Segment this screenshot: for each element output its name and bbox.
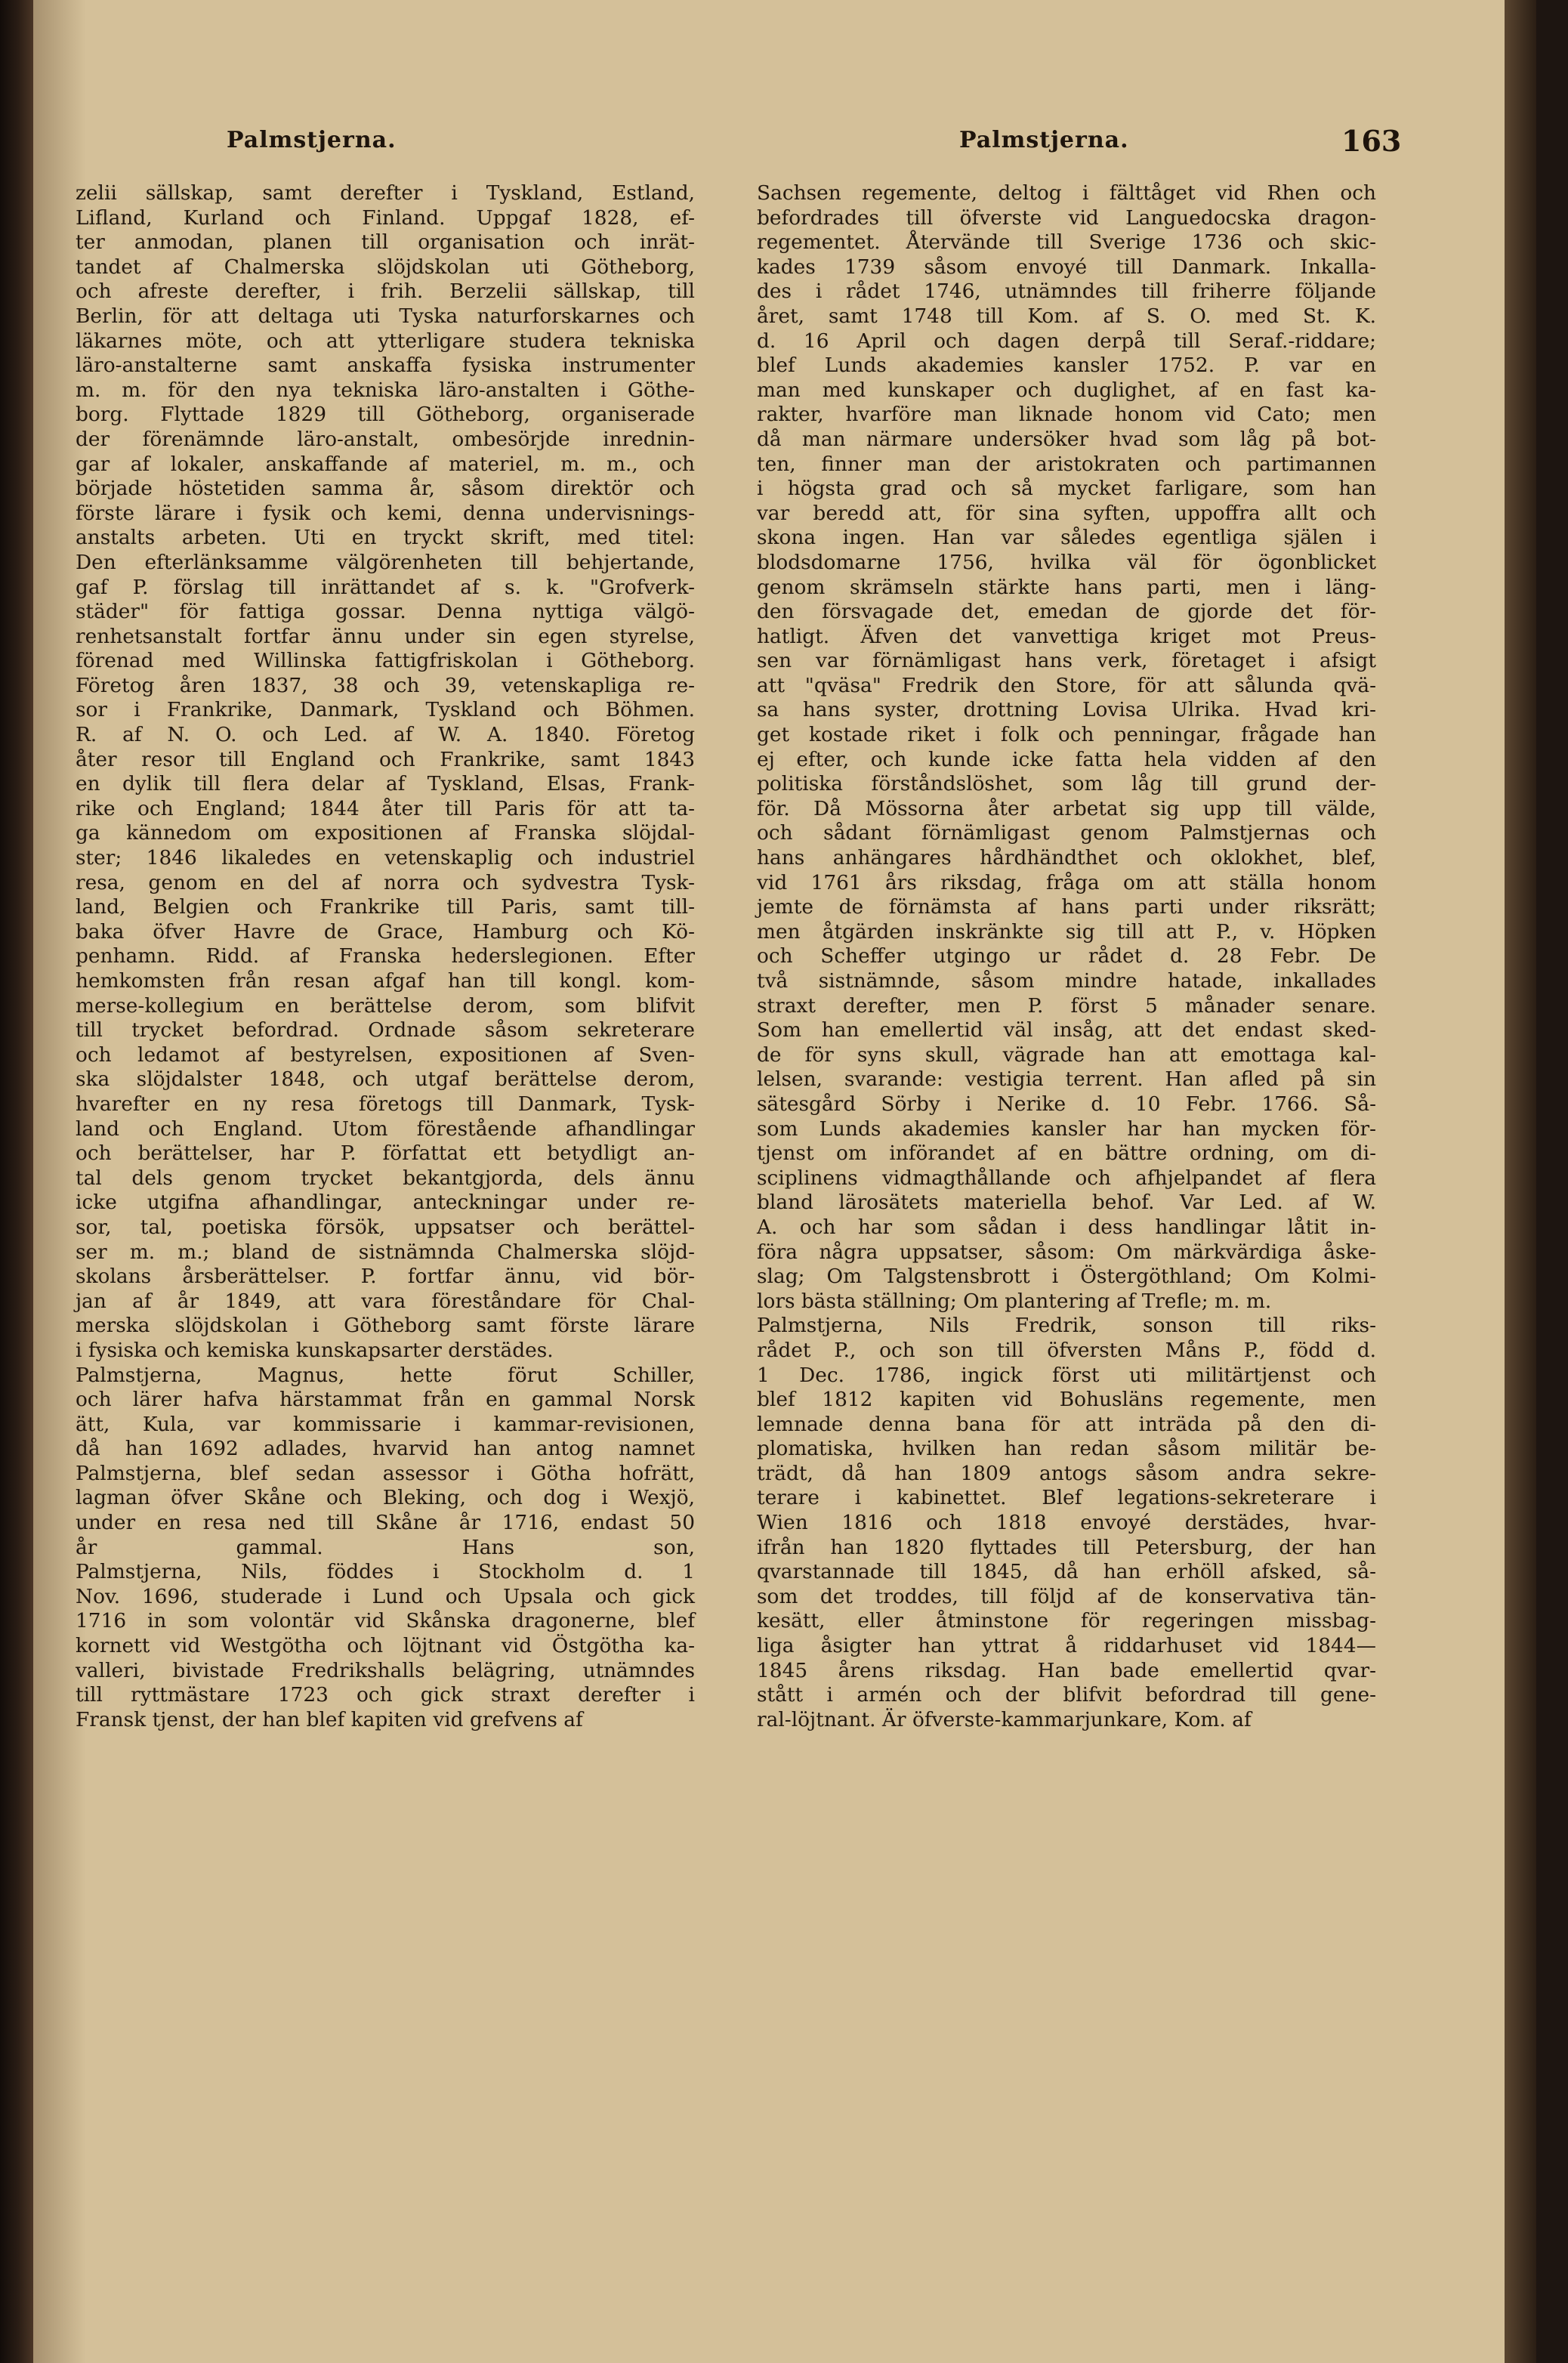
text-line: Palmstjerna, blef sedan assessor i Götha hofrätt, xyxy=(76,1461,695,1485)
text-line: städer" för fattiga gossar. Denna nyttiga välgö- xyxy=(76,600,695,624)
text-line: merse-kollegium en berättelse derom, som blifvit xyxy=(76,993,695,1018)
text-line: och Scheffer utgingo ur rådet d. 28 Febr. De xyxy=(757,944,1376,968)
text-line: genom skrämseln stärkte hans parti, men i läng- xyxy=(757,575,1376,599)
text-line: som Lunds akademies kansler har han mycken för- xyxy=(757,1117,1376,1141)
text-line: kades 1739 såsom envoyé till Danmark. Inkalla- xyxy=(757,255,1376,279)
text-line: en dylik till flera delar af Tyskland, Elsas, Frank- xyxy=(76,772,695,796)
text-line: hans anhängares hårdhändthet och oklokhet, blef, xyxy=(757,846,1376,870)
text-line: qvarstannade till 1845, då han erhöll afsked, så- xyxy=(757,1560,1376,1584)
text-line: läro-anstalterne samt anskaffa fysiska instrumenter xyxy=(76,354,695,378)
text-line: tandet af Chalmerska slöjdskolan uti Götheborg, xyxy=(76,255,695,279)
text-line: gaf P. förslag till inrättandet af s. k. "Grofverk- xyxy=(76,575,695,599)
text-line: tal dels genom trycket bekantgjorda, dels ännu xyxy=(76,1166,695,1190)
text-line: blef 1812 kapiten vid Bohusläns regemente, men xyxy=(757,1388,1376,1412)
text-line: gar af lokaler, anskaffande af materiel, m. m., och xyxy=(76,452,695,476)
text-line: till trycket befordrad. Ordnade såsom sekreterare xyxy=(76,1018,695,1042)
text-line: Palmstjerna, Nils Fredrik, sonson till riks- xyxy=(757,1314,1376,1338)
text-line: resa, genom en del af norra och sydvestra Tysk- xyxy=(76,870,695,894)
text-line: Nov. 1696, studerade i Lund och Upsala och gick xyxy=(76,1584,695,1608)
text-line: till ryttmästare 1723 och gick straxt derefter i xyxy=(76,1683,695,1707)
text-line: der förenämnde läro-anstalt, ombesörjde inrednin- xyxy=(76,427,695,451)
text-line: straxt derefter, men P. först 5 månader senare. xyxy=(757,993,1376,1018)
text-line: 1845 årens riksdag. Han bade emellertid qvar- xyxy=(757,1658,1376,1682)
text-line: land, Belgien och Frankrike till Paris, samt till- xyxy=(76,895,695,919)
text-line: Palmstjerna, Magnus, hette förut Schiller, xyxy=(76,1363,695,1387)
text-line: jan af år 1849, att vara föreståndare för Chal- xyxy=(76,1289,695,1313)
text-line: jemte de förnämsta af hans parti under riksrätt; xyxy=(757,895,1376,919)
text-line: ska slöjdalster 1848, och utgaf berättelse derom, xyxy=(76,1067,695,1092)
page-edge xyxy=(1505,0,1536,2363)
text-line: des i rådet 1746, utnämndes till friherre följande xyxy=(757,280,1376,304)
text-line: som det troddes, till följd af de konservativa tän- xyxy=(757,1584,1376,1608)
text-line: ral-löjtnant. Är öfverste-kammarjunkare, Kom. af xyxy=(757,1707,1252,1731)
text-line: då man närmare undersöker hvad som låg på bot- xyxy=(757,427,1376,451)
text-line: d. 16 April och dagen derpå till Seraf.-riddare; xyxy=(757,329,1376,353)
text-line: Fransk tjenst, der han blef kapiten vid grefvens af xyxy=(76,1707,583,1731)
book-spine xyxy=(0,0,33,2363)
text-line: då han 1692 adlades, hvarvid han antog namnet xyxy=(76,1437,695,1461)
text-line: Den efterlänksamme välgörenheten till behjertande, xyxy=(76,550,695,574)
text-line: ten, finner man der aristokraten och partimannen xyxy=(757,452,1376,476)
text-line: sätesgård Sörby i Nerike d. 10 Febr. 1766. Så- xyxy=(757,1092,1376,1116)
text-line: m. m. för den nya tekniska läro-anstalten i Göthe- xyxy=(76,378,695,402)
text-line: i högsta grad och så mycket farligare, som han xyxy=(757,477,1376,501)
running-header-right: Palmstjerna. xyxy=(959,127,1129,153)
text-line: och sådant förnämligast genom Palmstjernas och xyxy=(757,821,1376,845)
text-line: hemkomsten från resan afgaf han till kongl. kom- xyxy=(76,969,695,993)
text-line: 1 Dec. 1786, ingick först uti militärtjenst och xyxy=(757,1363,1376,1387)
text-line: befordrades till öfverste vid Languedocska dragon- xyxy=(757,205,1376,230)
text-line: och berättelser, har P. författat ett betydligt an- xyxy=(76,1141,695,1166)
text-line: sciplinens vidmagthållande och afhjelpandet af flera xyxy=(757,1166,1376,1190)
text-line: förste lärare i fysik och kemi, denna undervisnings- xyxy=(76,501,695,525)
running-header-left: Palmstjerna. xyxy=(227,127,397,153)
text-line: Berlin, för att deltaga uti Tyska naturforskarnes och xyxy=(76,304,695,328)
text-line: Företog åren 1837, 38 och 39, vetenskapliga re- xyxy=(76,673,695,697)
text-line: kesätt, eller åtminstone för regeringen missbag- xyxy=(757,1609,1376,1633)
text-line: blef Lunds akademies kansler 1752. P. var en xyxy=(757,354,1376,378)
text-line: plomatiska, hvilken han redan såsom militär be- xyxy=(757,1437,1376,1461)
text-line: åter resor till England och Frankrike, samt 1843 xyxy=(76,747,695,771)
text-line: de för syns skull, vägrade han att emottaga kal- xyxy=(757,1042,1376,1067)
text-line: slag; Om Talgstensbrott i Östergöthland; Om Kolmi- xyxy=(757,1265,1376,1289)
text-line: under en resa ned till Skåne år 1716, endast 50 xyxy=(76,1511,695,1535)
text-line: get kostade riket i folk och penningar, frågade han xyxy=(757,723,1376,747)
text-line: terare i kabinettet. Blef legations-sekreterare i xyxy=(757,1486,1376,1510)
text-line: borg. Flyttade 1829 till Götheborg, organiserade xyxy=(76,403,695,427)
text-line: var beredd att, för sina syften, uppoffra allt och xyxy=(757,501,1376,525)
text-line: rådet P., och son till öfversten Måns P., född d. xyxy=(757,1338,1376,1362)
text-line: sen var förnämligast hans verk, företaget i afsigt xyxy=(757,649,1376,673)
text-line: sa hans syster, drottning Lovisa Ulrika. Hvad kri- xyxy=(757,698,1376,722)
text-line: tjenst om införandet af en bättre ordning, om di- xyxy=(757,1141,1376,1166)
text-line: lemnade denna bana för att inträda på den di- xyxy=(757,1412,1376,1436)
text-line: lors bästa ställning; Om plantering af Trefle; m. m. xyxy=(757,1289,1272,1313)
text-line: rike och England; 1844 åter till Paris för att ta- xyxy=(76,796,695,820)
text-line: året, samt 1748 till Kom. af S. O. med St. K. xyxy=(757,304,1376,328)
text-line: valleri, bivistade Fredrikshalls belägring, utnämndes xyxy=(76,1658,695,1682)
text-line: trädt, då han 1809 antogs såsom andra sekre- xyxy=(757,1461,1376,1485)
text-line: land och England. Utom förestående afhandlingar xyxy=(76,1117,695,1141)
text-line: lagman öfver Skåne och Bleking, och dog i Wexjö, xyxy=(76,1486,695,1510)
text-line: zelii sällskap, samt derefter i Tyskland, Estland, xyxy=(76,181,695,205)
text-line: men åtgärden inskränkte sig till att P., v. Höpken xyxy=(757,919,1376,944)
text-line: ej efter, och kunde icke fatta hela vidden af den xyxy=(757,747,1376,771)
text-line: A. och har som sådan i dess handlingar låtit in- xyxy=(757,1215,1376,1239)
text-line: kornett vid Westgötha och löjtnant vid Östgötha ka- xyxy=(76,1634,695,1658)
text-line: Sachsen regemente, deltog i fälttåget vid Rhen och xyxy=(757,181,1376,205)
text-line: vid 1761 års riksdag, fråga om att ställa honom xyxy=(757,870,1376,894)
text-line: blodsdomarne 1756, hvilka väl för ögonblicket xyxy=(757,550,1376,574)
text-line: penhamn. Ridd. af Franska hederslegionen. Efter xyxy=(76,944,695,968)
text-line: man med kunskaper och duglighet, af en fast ka- xyxy=(757,378,1376,402)
text-line: stått i armén och der blifvit befordrad till gene- xyxy=(757,1683,1376,1707)
text-line: och lärer hafva härstammat från en gammal Norsk xyxy=(76,1388,695,1412)
text-column-left xyxy=(76,181,695,1732)
text-line: ga kännedom om expositionen af Franska slöjdal- xyxy=(76,821,695,845)
text-line: Palmstjerna, Nils, föddes i Stockholm d. 1 xyxy=(76,1560,695,1584)
text-line: år gammal. Hans son, xyxy=(76,1535,695,1559)
text-line: hvarefter en ny resa företogs till Danmark, Tysk- xyxy=(76,1092,695,1116)
text-line: sor, tal, poetiska försök, uppsatser och berättel- xyxy=(76,1215,695,1239)
text-line: den försvagade det, emedan de gjorde det för- xyxy=(757,600,1376,624)
text-line: bland lärosätets materiella behof. Var Led. af W. xyxy=(757,1191,1376,1215)
text-line: icke utgifna afhandlingar, anteckningar under re- xyxy=(76,1191,695,1215)
text-line: R. af N. O. och Led. af W. A. 1840. Företog xyxy=(76,723,695,747)
text-line: ätt, Kula, var kommissarie i kammar-revisionen, xyxy=(76,1412,695,1436)
text-line: för. Då Mössorna åter arbetat sig upp till välde, xyxy=(757,796,1376,820)
text-line: liga åsigter han yttrat å riddarhuset vid 1844— xyxy=(757,1634,1376,1658)
text-line: förenad med Willinska fattigfriskolan i Götheborg. xyxy=(76,649,695,673)
text-line: baka öfver Havre de Grace, Hamburg och Kö- xyxy=(76,919,695,944)
text-line: 1716 in som volontär vid Skånska dragonerne, blef xyxy=(76,1609,695,1633)
text-line: ter anmodan, planen till organisation och inrät- xyxy=(76,230,695,255)
text-column-right xyxy=(757,181,1376,1732)
text-line: två sistnämnde, såsom mindre hatade, inkallades xyxy=(757,969,1376,993)
text-line: skona ingen. Han var således egentliga själen i xyxy=(757,526,1376,550)
text-line: och afreste derefter, i frih. Berzelii sällskap, till xyxy=(76,280,695,304)
text-line: började höstetiden samma år, såsom direktör och xyxy=(76,477,695,501)
text-line: merska slöjdskolan i Götheborg samt förste lärare xyxy=(76,1314,695,1338)
text-line: ifrån han 1820 flyttades till Petersburg, der han xyxy=(757,1535,1376,1559)
text-line: läkarnes möte, och att ytterligare studera tekniska xyxy=(76,329,695,353)
text-line: ser m. m.; bland de sistnämnda Chalmerska slöjd- xyxy=(76,1240,695,1264)
text-line: i fysiska och kemiska kunskapsarter derstädes. xyxy=(76,1338,554,1362)
text-line: att "qväsa" Fredrik den Store, för att sålunda qvä- xyxy=(757,673,1376,697)
text-line: regementet. Återvände till Sverige 1736 och skic- xyxy=(757,230,1376,255)
text-line: ster; 1846 likaledes en vetenskaplig och industriel xyxy=(76,846,695,870)
text-line: hatligt. Äfven det vanvettiga kriget mot Preus- xyxy=(757,624,1376,648)
text-line: anstalts arbeten. Uti en tryckt skrift, med titel: xyxy=(76,526,695,550)
text-line: Lifland, Kurland och Finland. Uppgaf 1828, ef- xyxy=(76,205,695,230)
text-line: renhetsanstalt fortfar ännu under sin egen styrelse, xyxy=(76,624,695,648)
text-line: Wien 1816 och 1818 envoyé derstädes, hvar- xyxy=(757,1511,1376,1535)
text-line: rakter, hvarföre man liknade honom vid Cato; men xyxy=(757,403,1376,427)
text-line: politiska förståndslöshet, som låg till grund der- xyxy=(757,772,1376,796)
text-line: skolans årsberättelser. P. fortfar ännu, vid bör- xyxy=(76,1265,695,1289)
text-line: Som han emellertid väl insåg, att det endast sked- xyxy=(757,1018,1376,1042)
text-line: föra några uppsatser, såsom: Om märkvärdiga åske- xyxy=(757,1240,1376,1264)
page-number: 163 xyxy=(1341,124,1402,158)
text-line: lelsen, svarande: vestigia terrent. Han afled på sin xyxy=(757,1067,1376,1092)
text-line: sor i Frankrike, Danmark, Tyskland och Böhmen. xyxy=(76,698,695,722)
text-line: och ledamot af bestyrelsen, expositionen af Sven- xyxy=(76,1042,695,1067)
